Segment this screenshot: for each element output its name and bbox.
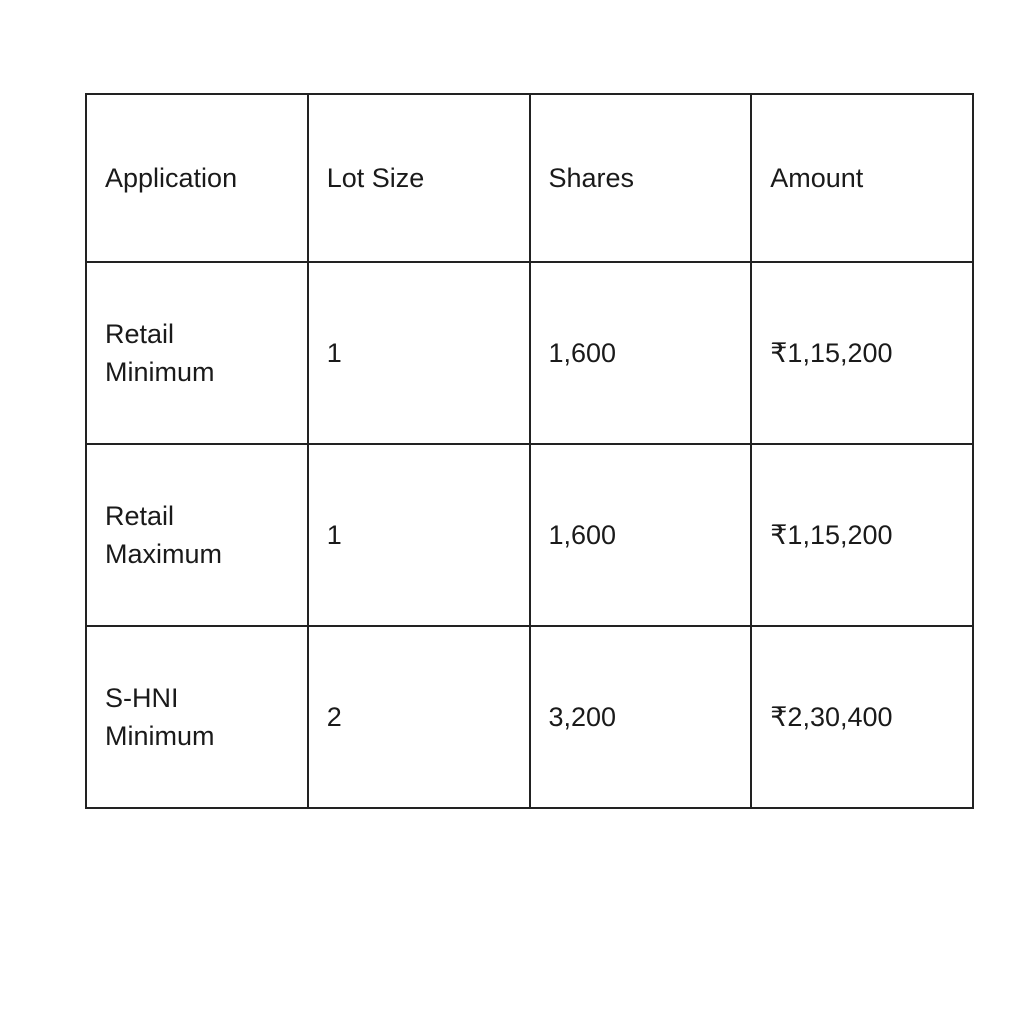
cell-shares: 1,600 xyxy=(530,444,752,626)
table-body xyxy=(86,262,973,808)
cell-application xyxy=(86,626,308,808)
header-application: Application xyxy=(86,94,308,262)
cell-amount: ₹1,15,200 xyxy=(751,444,973,626)
cell-shares: 1,600 xyxy=(530,262,752,444)
header-lot-size: Lot Size xyxy=(308,94,530,262)
cell-lot-size: 1 xyxy=(308,262,530,444)
cell-lot-size: 2 xyxy=(308,626,530,808)
cell-application xyxy=(86,262,308,444)
header-amount: Amount xyxy=(751,94,973,262)
cell-amount: ₹1,15,200 xyxy=(751,262,973,444)
cell-amount: ₹2,30,400 xyxy=(751,626,973,808)
cell-shares: 3,200 xyxy=(530,626,752,808)
header-row xyxy=(86,94,973,262)
application-label: S-HNI Minimum xyxy=(105,683,215,751)
table-row xyxy=(86,444,973,626)
application-label: Retail Maximum xyxy=(105,501,223,569)
cell-application xyxy=(86,444,308,626)
table-row xyxy=(86,626,973,808)
application-label: Retail Minimum xyxy=(105,319,215,387)
lot-size-table xyxy=(85,93,974,809)
table-header xyxy=(86,94,973,262)
table-row xyxy=(86,262,973,444)
cell-lot-size: 1 xyxy=(308,444,530,626)
header-shares: Shares xyxy=(530,94,752,262)
lot-size-table-container xyxy=(85,93,974,809)
